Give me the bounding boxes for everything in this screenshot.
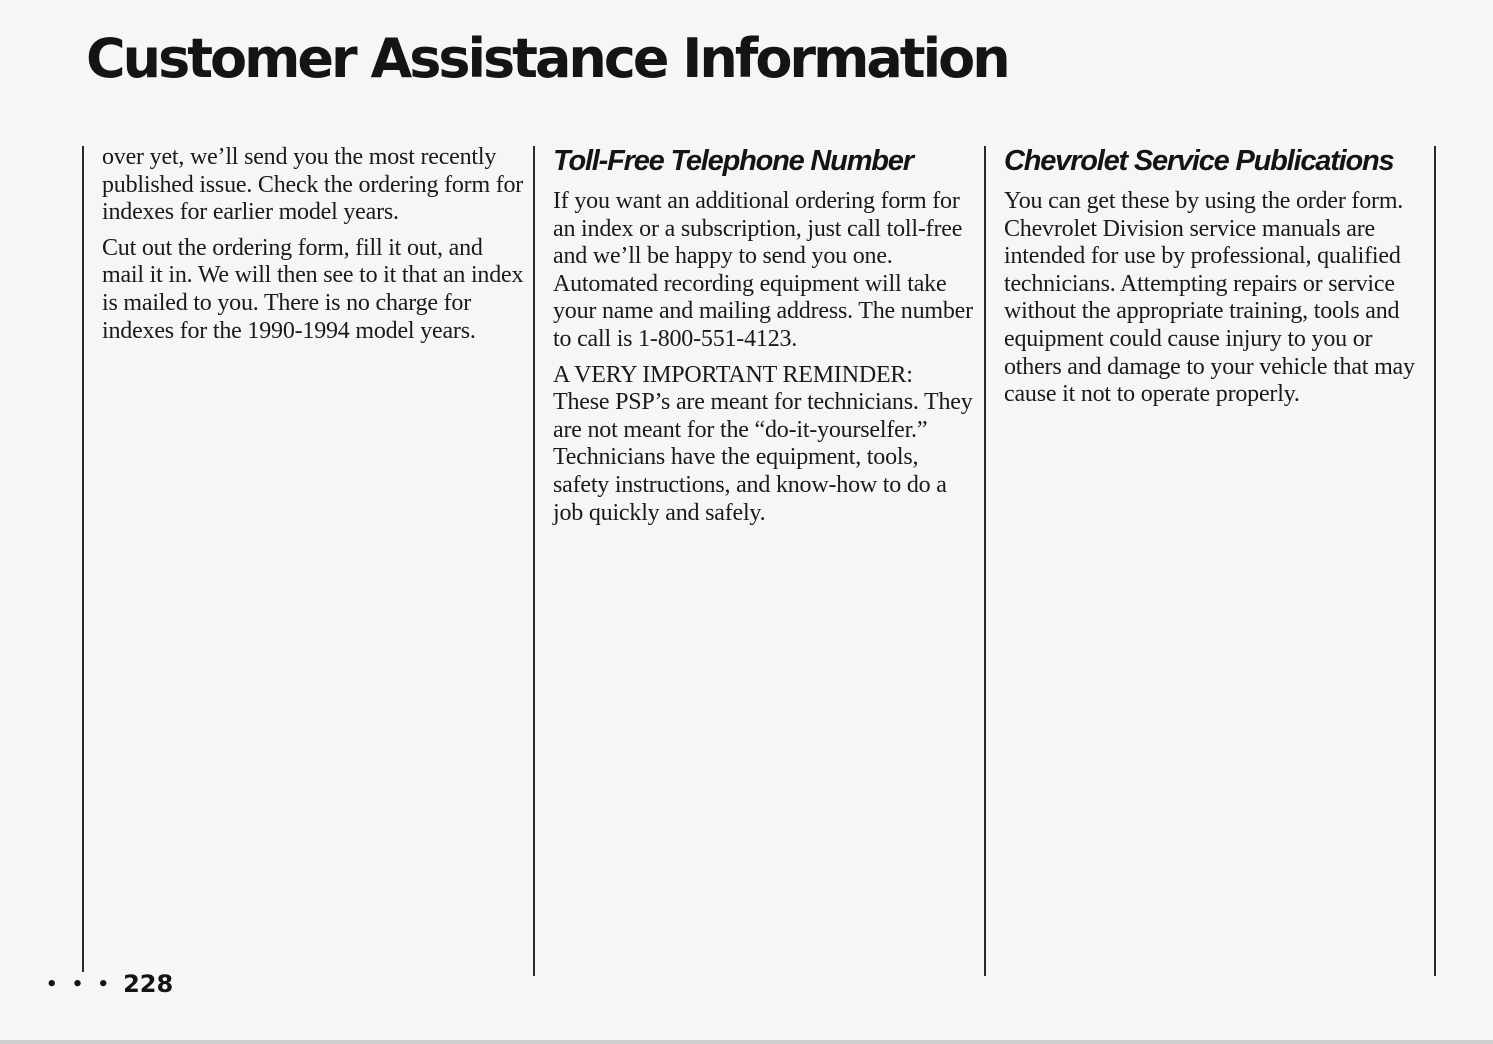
toll-free-heading: Toll-Free Telephone Number — [553, 145, 913, 177]
page-footer — [46, 970, 173, 998]
column-divider-2 — [984, 146, 986, 976]
footer-dots: • • • — [46, 973, 114, 995]
column-3-paragraph-1: You can get these by using the order form. Chevrolet Division service manuals are intended for use by professional, qualified technicians. Attempting repairs or service without the appropriate training, tools and equipment could cause injury to you or others and damage to your vehicle that may cause it not to operate properly. — [1004, 188, 1415, 408]
column-2-paragraph-2: A VERY IMPORTANT REMINDER: These PSP’s are meant for technicians. They are not meant for the “do-it-yourselfer.” Technicians have the equipment, tools, safety instructions, and know-how to do a job quickly and safely. — [553, 361, 973, 526]
column-1-paragraph-1: over yet, we’ll send you the most recently published issue. Check the ordering form for indexes for earlier model years. — [102, 144, 524, 226]
column-3 — [1004, 144, 1422, 417]
column-divider-1 — [533, 146, 535, 976]
page-number: 228 — [123, 970, 174, 998]
page-title: Customer Assistance Information — [86, 27, 1008, 90]
bottom-edge-divider — [0, 1040, 1493, 1044]
column-divider-left — [82, 146, 84, 972]
column-2-paragraph-1: If you want an additional ordering form for an index or a subscription, just call toll-free and we’ll be happy to send you one. Automated recording equipment will take your name and mailing address. The number to call is 1-800-551-4123. — [553, 188, 973, 352]
column-divider-right — [1434, 146, 1436, 976]
service-publications-heading: Chevrolet Service Publications — [1004, 145, 1394, 177]
column-1-paragraph-2: Cut out the ordering form, fill it out, and mail it in. We will then see to it that an index is mailed to you. There is no charge for indexes for the 1990-1994 model years. — [102, 234, 524, 344]
column-1 — [102, 144, 526, 353]
column-2 — [553, 144, 973, 535]
